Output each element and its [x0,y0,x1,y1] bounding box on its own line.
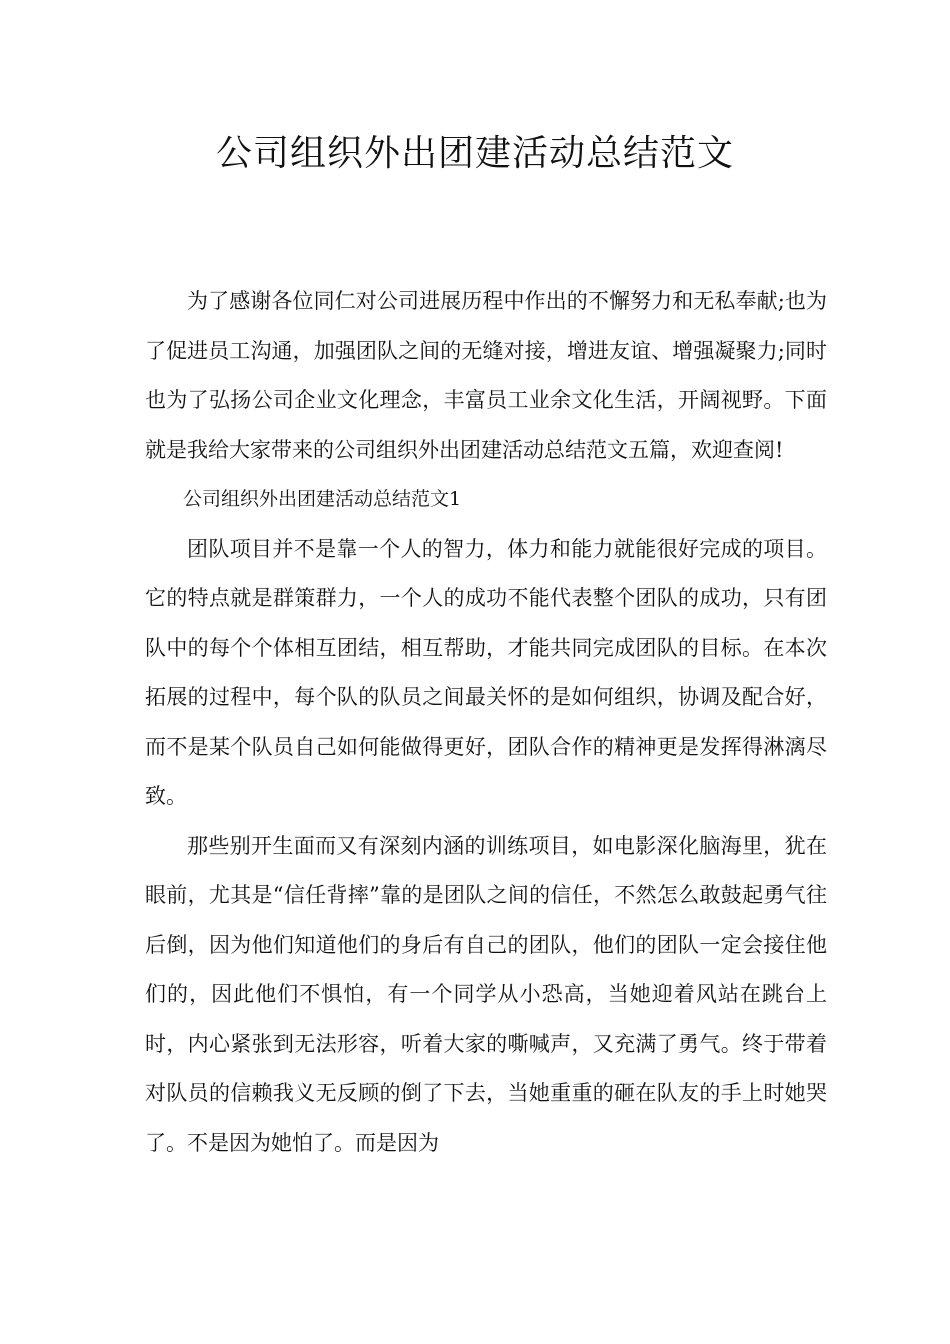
document-title: 公司组织外出团建活动总结范文 [215,133,734,174]
document-body [145,277,827,1168]
intro-paragraph: 为了感谢各位同仁对公司进展历程中作出的不懈努力和无私奉献;也为了促进员工沟通，加强团队之间的无缝对接，增进友谊、增强凝聚力;同时也为了弘扬公司企业文化理念，丰富员工业余文化生活，开阔视野。下面就是我给大家带来的公司组织外出团建活动总结范文五篇，欢迎查阅! [145,289,827,462]
body-paragraph: 团队项目并不是靠一个人的智力，体力和能力就能很好完成的项目。它的特点就是群策群力，一个人的成功不能代表整个团队的成功，只有团队中的每个个体相互团结，相互帮助，才能共同完成团队的目标。在本次拓展的过程中，每个队的队员之间最关怀的是如何组织，协调及配合好，而不是某个队员自己如何能做得更好，团队合作的精神更是发挥得淋漓尽致。 [145,536,827,808]
section-heading: 公司组织外出团建活动总结范文1 [183,488,462,510]
body-paragraph: 那些别开生面而又有深刻内涵的训练项目，如电影深化脑海里，犹在眼前，尤其是“信任背摔”靠的是团队之间的信任，不然怎么敢鼓起勇气往后倒，因为他们知道他们的身后有自己的团队，他们的团队一定会接住他们的，因此他们不惧怕，有一个同学从小恐高，当她迎着风站在跳台上时，内心紧张到无法形容，听着大家的嘶喊声，又充满了勇气。终于带着对队员的信赖我义无反顾的倒了下去，当她重重的砸在队友的手上时她哭了。不是因为她怕了。而是因为 [145,833,827,1155]
